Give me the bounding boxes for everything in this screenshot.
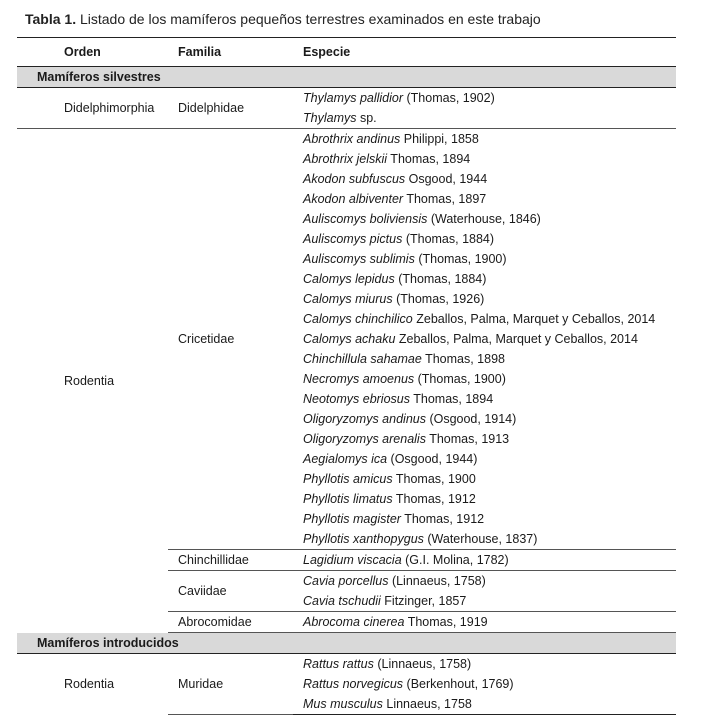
especie-cell [293,550,676,571]
familia-cell: Cricetidae [168,129,293,550]
species-name: Akodon albiventer [303,192,404,206]
species-name: Chinchillula sahamae [303,352,422,366]
especie-cell [293,469,676,489]
species-name: Thylamys pallidior [303,91,404,105]
especie-cell [293,269,676,289]
species-author: (Thomas, 1884) [402,232,495,246]
species-name: Neotomys ebriosus [303,392,410,406]
species-name: Phyllotis amicus [303,472,393,486]
section-title: Mamíferos silvestres [17,67,676,88]
familia-cell: Didelphidae [168,88,293,129]
header-orden: Orden [17,38,168,67]
species-author: (Thomas, 1900) [414,252,507,266]
section-row [17,633,676,654]
species-name: Cavia tschudii [303,594,381,608]
especie-cell [293,88,676,109]
species-name: Phyllotis limatus [303,492,393,506]
caption-label: Tabla 1. [25,11,77,27]
species-name: Oligoryzomys arenalis [303,432,426,446]
species-name: Aegialomys ica [303,452,388,466]
species-name: Rattus rattus [303,657,374,671]
especie-cell [293,349,676,369]
species-author: (Thomas, 1900) [414,372,506,386]
orden-cell: Rodentia [64,677,115,692]
species-author: sp. [356,111,377,125]
header-especie: Especie [293,38,676,67]
orden-cell: Didelphimorphia [17,88,168,129]
species-name: Cavia porcellus [303,574,389,588]
species-author: Zeballos, Palma, Marquet y Ceballos, 2014 [395,332,638,346]
species-author: (Osgood, 1944) [387,452,478,466]
orden-cell: Rodentia [64,373,115,388]
especie-cell [293,409,676,429]
especie-cell [293,189,676,209]
species-name: Auliscomys pictus [303,232,403,246]
header-row [17,38,676,67]
especie-cell [293,169,676,189]
especie-cell [293,229,676,249]
familia-cell: Muridae [168,654,293,715]
species-author: Thomas, 1913 [425,432,510,446]
caption-text: Listado de los mamíferos pequeños terrestres examinados en este trabajo [76,11,541,27]
especie-cell [293,509,676,529]
especie-cell [293,289,676,309]
species-author: (Berkenhout, 1769) [403,677,514,691]
table-body [17,67,676,715]
species-name: Phyllotis magister [303,512,401,526]
especie-cell [293,571,676,592]
especie-cell [293,369,676,389]
species-table [17,37,676,715]
familia-cell: Caviidae [168,571,293,612]
species-author: (Osgood, 1914) [425,412,517,426]
species-name: Phyllotis xanthopygus [303,532,424,546]
species-name: Calomys lepidus [303,272,395,286]
especie-cell [293,674,676,694]
especie-cell [293,591,676,612]
especie-cell [293,209,676,229]
especie-cell [293,449,676,469]
species-name: Mus musculus [303,697,383,711]
species-author: Thomas, 1912 [392,492,476,506]
species-author: Thomas, 1900 [392,472,476,486]
section-title: Mamíferos introducidos [17,633,676,654]
table-row [17,129,676,150]
species-author: Osgood, 1944 [405,172,488,186]
species-author: Thomas, 1919 [404,615,488,629]
familia-cell: Chinchillidae [168,550,293,571]
species-author: Zeballos, Palma, Marquet y Ceballos, 2014 [412,312,656,326]
species-author: Thomas, 1912 [400,512,485,526]
especie-cell [293,529,676,550]
species-name: Auliscomys boliviensis [303,212,428,226]
species-author: (Thomas, 1884) [394,272,487,286]
species-author: (G.I. Molina, 1782) [401,553,509,567]
species-name: Abrocoma cinerea [303,615,405,629]
species-name: Rattus norvegicus [303,677,404,691]
species-author: Thomas, 1898 [421,352,505,366]
especie-cell [293,389,676,409]
species-name: Calomys miurus [303,292,393,306]
species-name: Akodon subfuscus [303,172,406,186]
especie-cell [293,149,676,169]
table-caption [25,11,541,27]
species-author: (Linnaeus, 1758) [373,657,472,671]
species-name: Thylamys [303,111,357,125]
species-author: (Thomas, 1926) [392,292,485,306]
species-author: (Waterhouse, 1837) [423,532,538,546]
especie-cell [293,249,676,269]
species-name: Calomys chinchilico [303,312,413,326]
especie-cell [293,329,676,349]
especie-cell [293,429,676,449]
table-row [17,654,676,675]
species-author: Thomas, 1894 [387,152,471,166]
species-name: Calomys achaku [303,332,396,346]
species-author: Thomas, 1894 [410,392,494,406]
species-author: (Linnaeus, 1758) [388,574,486,588]
table-row [17,88,676,109]
species-name: Oligoryzomys andinus [303,412,426,426]
familia-cell: Abrocomidae [168,612,293,633]
species-name: Abrothrix andinus [303,132,401,146]
especie-cell [293,612,676,633]
species-name: Abrothrix jelskii [303,152,388,166]
header-familia: Familia [168,38,293,67]
species-author: Fitzinger, 1857 [380,594,467,608]
especie-cell [293,129,676,150]
especie-cell [293,654,676,675]
species-author: Linnaeus, 1758 [382,697,472,711]
species-author: Philippi, 1858 [400,132,479,146]
especie-cell [293,309,676,329]
species-name: Necromys amoenus [303,372,415,386]
especie-cell [293,694,676,715]
section-row [17,67,676,88]
species-author: (Waterhouse, 1846) [427,212,541,226]
species-author: Thomas, 1897 [403,192,487,206]
species-name: Auliscomys sublimis [303,252,415,266]
species-name: Lagidium viscacia [303,553,402,567]
especie-cell [293,489,676,509]
species-author: (Thomas, 1902) [403,91,495,105]
especie-cell [293,108,676,129]
